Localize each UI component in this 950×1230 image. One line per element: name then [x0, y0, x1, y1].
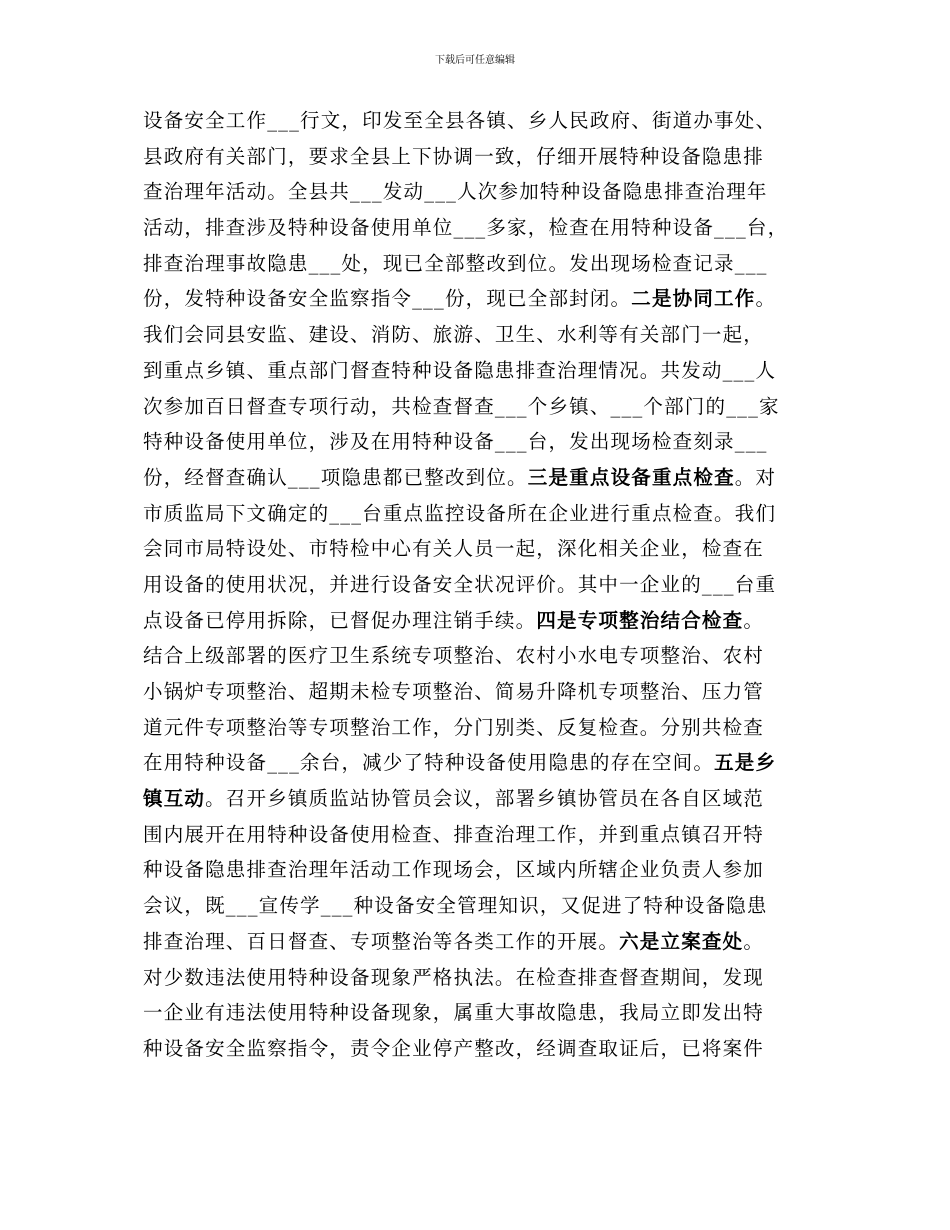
text-segment: 围内展开在用特种设备使用检查、排查治理工作，并到重点镇召开特	[143, 822, 765, 846]
text-segment: 查治理年活动。全县共___发动___人次参加特种设备隐患排查治理年	[143, 180, 768, 204]
text-line	[143, 888, 810, 924]
text-line	[143, 817, 810, 853]
text-segment: 在用特种设备___余台，减少了特种设备使用隐患的存在空间。	[143, 751, 715, 775]
text-line	[143, 460, 810, 496]
text-segment: 。对	[734, 465, 777, 489]
text-line	[143, 1031, 810, 1067]
text-segment: 。	[743, 929, 765, 953]
text-segment: 道元件专项整治等专项整治工作，分门别类、反复检查。分别共检查	[143, 715, 765, 739]
text-segment: 份，经督查确认___项隐患都已整改到位。	[143, 465, 528, 489]
text-segment: 到重点乡镇、重点部门督查特种设备隐患排查治理情况。共发动___人	[143, 358, 777, 382]
text-segment: 我们会同县安监、建设、消防、旅游、卫生、水利等有关部门一起，	[143, 323, 765, 347]
text-line	[143, 603, 810, 639]
text-segment: 种设备隐患排查治理年活动工作现场会，区域内所辖企业负责人参加	[143, 858, 765, 882]
text-segment: 排查治理、百日督查、专项整治等各类工作的开展。	[143, 929, 620, 953]
text-line	[143, 139, 810, 175]
text-segment: 。召开乡镇质监站协管员会议，部署乡镇协管员在各自区域范	[205, 787, 765, 811]
text-segment: 会同市局特设处、市特检中心有关人员一起，深化相关企业，检查在	[143, 537, 765, 561]
text-segment: 份，发特种设备安全监察指令___份，现已全部封闭。	[143, 287, 632, 311]
bold-heading-segment: 四是专项整治结合检查	[536, 608, 744, 632]
text-segment: 市质监局下文确定的___台重点监控设备所在企业进行重点检查。我们	[143, 501, 777, 525]
text-segment: 用设备的使用状况，并进行设备安全状况评价。其中一企业的___台重	[143, 572, 777, 596]
text-line	[143, 103, 810, 139]
text-segment: 设备安全工作___行文，印发至全县各镇、乡人民政府、街道办事处、	[143, 109, 777, 132]
body-text	[143, 103, 810, 1067]
text-segment: 对少数违法使用特种设备现象严格执法。在检查排查督查期间，发现	[143, 965, 765, 989]
text-line	[143, 781, 810, 817]
text-segment: 一企业有违法使用特种设备现象，属重大事故隐患，我局立即发出特	[143, 1001, 765, 1025]
bold-heading-segment: 三是重点设备重点检查	[527, 465, 735, 489]
text-segment: 活动，排查涉及特种设备使用单位___多家，检查在用特种设备___台，	[143, 216, 789, 240]
text-line	[143, 960, 810, 996]
text-segment: 特种设备使用单位，涉及在用特种设备___台，发出现场检查刻录___	[143, 430, 768, 454]
text-line	[143, 924, 810, 960]
text-segment: 会议，既___宣传学___种设备安全管理知识，又促进了特种设备隐患	[143, 894, 768, 918]
text-segment: 。	[755, 287, 777, 311]
text-line	[143, 710, 810, 746]
text-line	[143, 674, 810, 710]
text-line	[143, 567, 810, 603]
text-segment: 种设备安全监察指令，责令企业停产整改，经调查取证后，已将案件	[143, 1036, 765, 1060]
bold-heading-segment: 镇互动	[143, 787, 206, 811]
text-segment: 排查治理事故隐患___处，现已全部整改到位。发出现场检查记录___	[143, 251, 768, 275]
text-line	[143, 745, 810, 781]
text-segment: 。	[743, 608, 765, 632]
text-line	[143, 638, 810, 674]
text-line	[143, 995, 810, 1031]
text-segment: 结合上级部署的医疗卫生系统专项整治、农村小水电专项整治、农村	[143, 644, 765, 668]
text-line	[143, 317, 810, 353]
text-segment: 县政府有关部门，要求全县上下协调一致，仔细开展特种设备隐患排	[143, 144, 765, 168]
text-line	[143, 353, 810, 389]
text-line	[143, 496, 810, 532]
bold-heading-segment: 六是立案查处	[619, 929, 744, 953]
text-line	[143, 210, 810, 246]
text-line	[143, 281, 810, 317]
text-line	[143, 174, 810, 210]
text-line	[143, 246, 810, 282]
text-line	[143, 531, 810, 567]
page-header: 下载后可任意编辑	[435, 55, 515, 66]
text-segment: 点设备已停用拆除，已督促办理注销手续。	[143, 608, 537, 632]
bold-heading-segment: 二是协同工作	[631, 287, 756, 311]
text-line	[143, 424, 810, 460]
bold-heading-segment: 五是乡	[714, 751, 777, 775]
text-line	[143, 389, 810, 425]
text-line	[143, 852, 810, 888]
text-segment: 次参加百日督查专项行动，共检查督查___个乡镇、___个部门的___家	[143, 394, 780, 418]
text-segment: 小锅炉专项整治、超期未检专项整治、简易升降机专项整治、压力管	[143, 680, 765, 703]
